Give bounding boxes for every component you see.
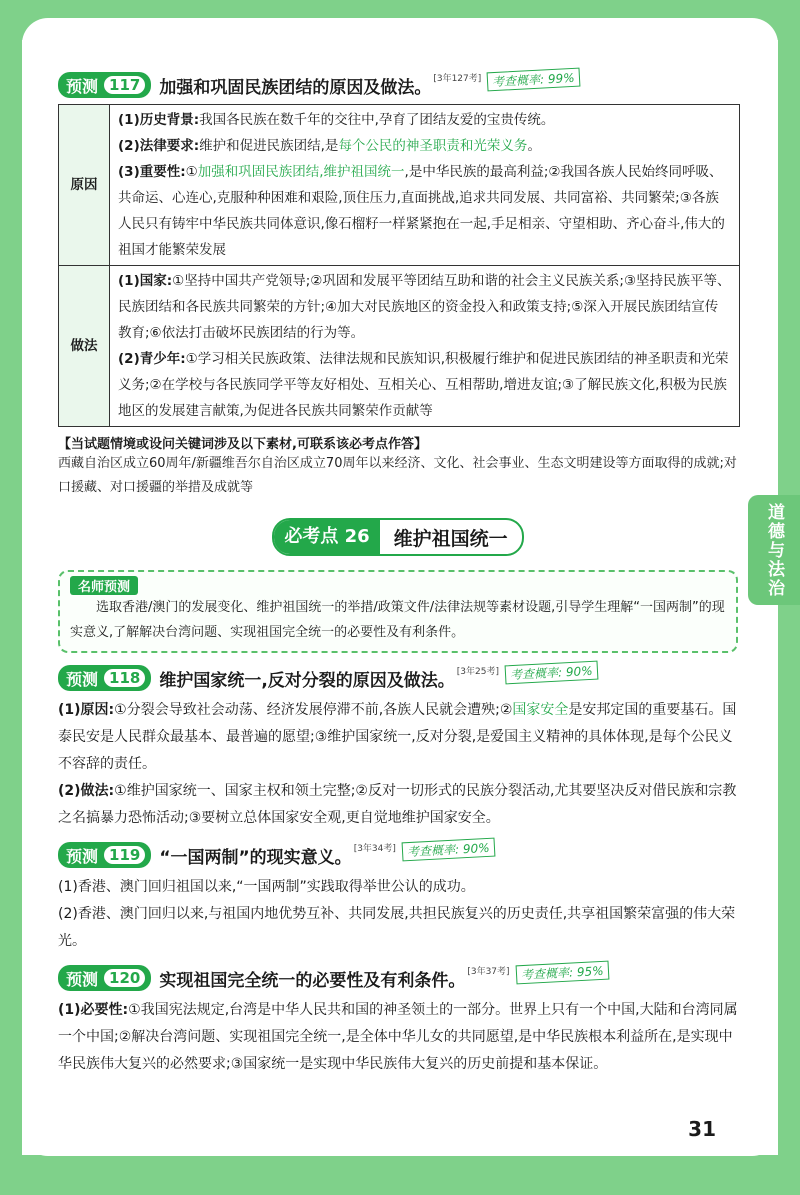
question-title: 加强和巩固民族团结的原因及做法。 xyxy=(159,77,432,98)
page-frame-bottom xyxy=(0,1155,800,1195)
exam-frequency: [3年25考] xyxy=(456,666,499,677)
probability-stamp: 考查概率: 95% xyxy=(515,960,608,984)
q119-paragraph-1: (1)香港、澳门回归祖国以来,“一国两制”实践取得举世公认的成功。 xyxy=(58,879,475,895)
mentor-title: 名师预测 xyxy=(70,576,138,595)
material-note-body: 西藏自治区成立60周年/新疆维吾尔自治区成立70周年以来经济、文化、社会事业、生态文明建设等方面取得的成就;对口援藏、对口援疆的举措及成就等 xyxy=(58,456,737,495)
section-header xyxy=(58,518,738,556)
q118-paragraph-1: (1)原因:①分裂会导致社会动荡、经济发展停滞不前,各族人民就会遭殃;②国家安全是安邦定国的重要基石。国泰民安是人民群众最基本、最普遍的愿望;③维护国家统一,反对分裂,是爱国主义精神的具体体现,是每个公民义不容辞的责任。 xyxy=(58,702,737,772)
section-number: 必考点 26 xyxy=(274,520,379,554)
q117-table xyxy=(58,104,740,427)
q119-paragraph-2: (2)香港、澳门回归以来,与祖国内地优势互补、共同发展,共担民族复兴的历史责任,共享祖国繁荣富强的伟大荣光。 xyxy=(58,906,736,949)
exam-frequency: [3年127考] xyxy=(433,73,482,84)
page-frame-left xyxy=(0,0,22,1195)
exam-frequency: [3年37考] xyxy=(467,966,510,977)
question-title: “一国两制”的现实意义。 xyxy=(159,847,352,868)
page-number: 31 xyxy=(688,1117,716,1141)
row-label: 原因 xyxy=(59,105,110,266)
table-row xyxy=(59,266,740,427)
row-content: (1)历史背景:我国各民族在数千年的交往中,孕育了团结友爱的宝贵传统。 (2)法律要求:维护和促进民族团结,是每个公民的神圣职责和光荣义务。 (3)重要性:①加强和巩固民族团结,维护祖国统一,是中华民族的最高利益;②我国各族人民始终同呼吸、共命运、心连心,克服种种困难和艰险,顶住压力,直面挑战,追求共同发展、共同富裕、共同繁荣;③各族人民只有铸牢中华民族共同体意识,像石榴籽一样紧紧抱在一起,手足相亲、守望相助、齐心奋斗,伟大的祖国才能繁荣发展 xyxy=(110,105,740,266)
q118-heading xyxy=(58,665,738,691)
exam-frequency: [3年34考] xyxy=(353,843,396,854)
question-title: 维护国家统一,反对分裂的原因及做法。 xyxy=(159,670,455,691)
q120-heading xyxy=(58,965,738,991)
q117-heading xyxy=(58,72,738,98)
prediction-badge: 预测 117 xyxy=(58,72,151,98)
section-title: 维护祖国统一 xyxy=(393,527,508,550)
question-title: 实现祖国完全统一的必要性及有利条件。 xyxy=(159,970,466,991)
mentor-prediction-box xyxy=(58,570,738,653)
q118-paragraph-2: (2)做法:①维护国家统一、国家主权和领土完整;②反对一切形式的民族分裂活动,尤其要坚决反对借民族和宗教之名搞暴力恐怖活动;③要树立总体国家安全观,更自觉地维护国家安全。 xyxy=(58,783,737,826)
subject-side-tab[interactable]: 道德与法治 xyxy=(748,495,800,605)
row-label: 做法 xyxy=(59,266,110,427)
prediction-badge: 预测 118 xyxy=(58,665,151,691)
question-number: 117 xyxy=(102,74,147,96)
question-number: 118 xyxy=(102,667,147,689)
section-pill xyxy=(272,518,523,556)
mentor-body: 选取香港/澳门的发展变化、维护祖国统一的举措/政策文件/法律法规等素材设题,引导学生理解“一国两制”的现实意义,了解解决台湾问题、实现祖国完全统一的必要性及有利条件。 xyxy=(70,600,725,640)
probability-stamp: 考查概率: 90% xyxy=(505,660,598,684)
question-number: 120 xyxy=(102,967,147,989)
prediction-badge: 预测 120 xyxy=(58,965,151,991)
prediction-badge: 预测 119 xyxy=(58,842,151,868)
material-note-heading: 【当试题情境或设问关键词涉及以下素材,可联系该必考点作答】 xyxy=(58,437,427,452)
q120-paragraph-1: (1)必要性:①我国宪法规定,台湾是中华人民共和国的神圣领土的一部分。世界上只有一个中国,大陆和台湾同属一个中国;②解决台湾问题、实现祖国完全统一,是全体中华儿女的共同愿望,是中华民族根本利益所在,是实现中华民族伟大复兴的必然要求;③国家统一是实现中华民族伟大复兴的历史前提和基本保证。 xyxy=(58,1002,738,1072)
table-row xyxy=(59,105,740,266)
probability-stamp: 考查概率: 90% xyxy=(401,837,494,861)
q119-heading xyxy=(58,842,738,868)
main-content xyxy=(58,72,738,1078)
row-content: (1)国家:①坚持中国共产党领导;②巩固和发展平等团结互助和谐的社会主义民族关系;③坚持民族平等、民族团结和各民族共同繁荣的方针;④加大对民族地区的资金投入和政策支持;⑤深入开展民族团结宣传教育;⑥依法打击破坏民族团结的行为等。 (2)青少年:①学习相关民族政策、法律法规和民族知识,积极履行维护和促进民族团结的神圣职责和光荣义务;②在学校与各民族同学平等友好相处、互相关心、互相帮助,增进友谊;③了解民族文化,积极为民族地区的发展建言献策,为促进各民族共同繁荣作贡献等 xyxy=(110,266,740,427)
question-number: 119 xyxy=(102,844,147,866)
probability-stamp: 考查概率: 99% xyxy=(487,67,580,91)
